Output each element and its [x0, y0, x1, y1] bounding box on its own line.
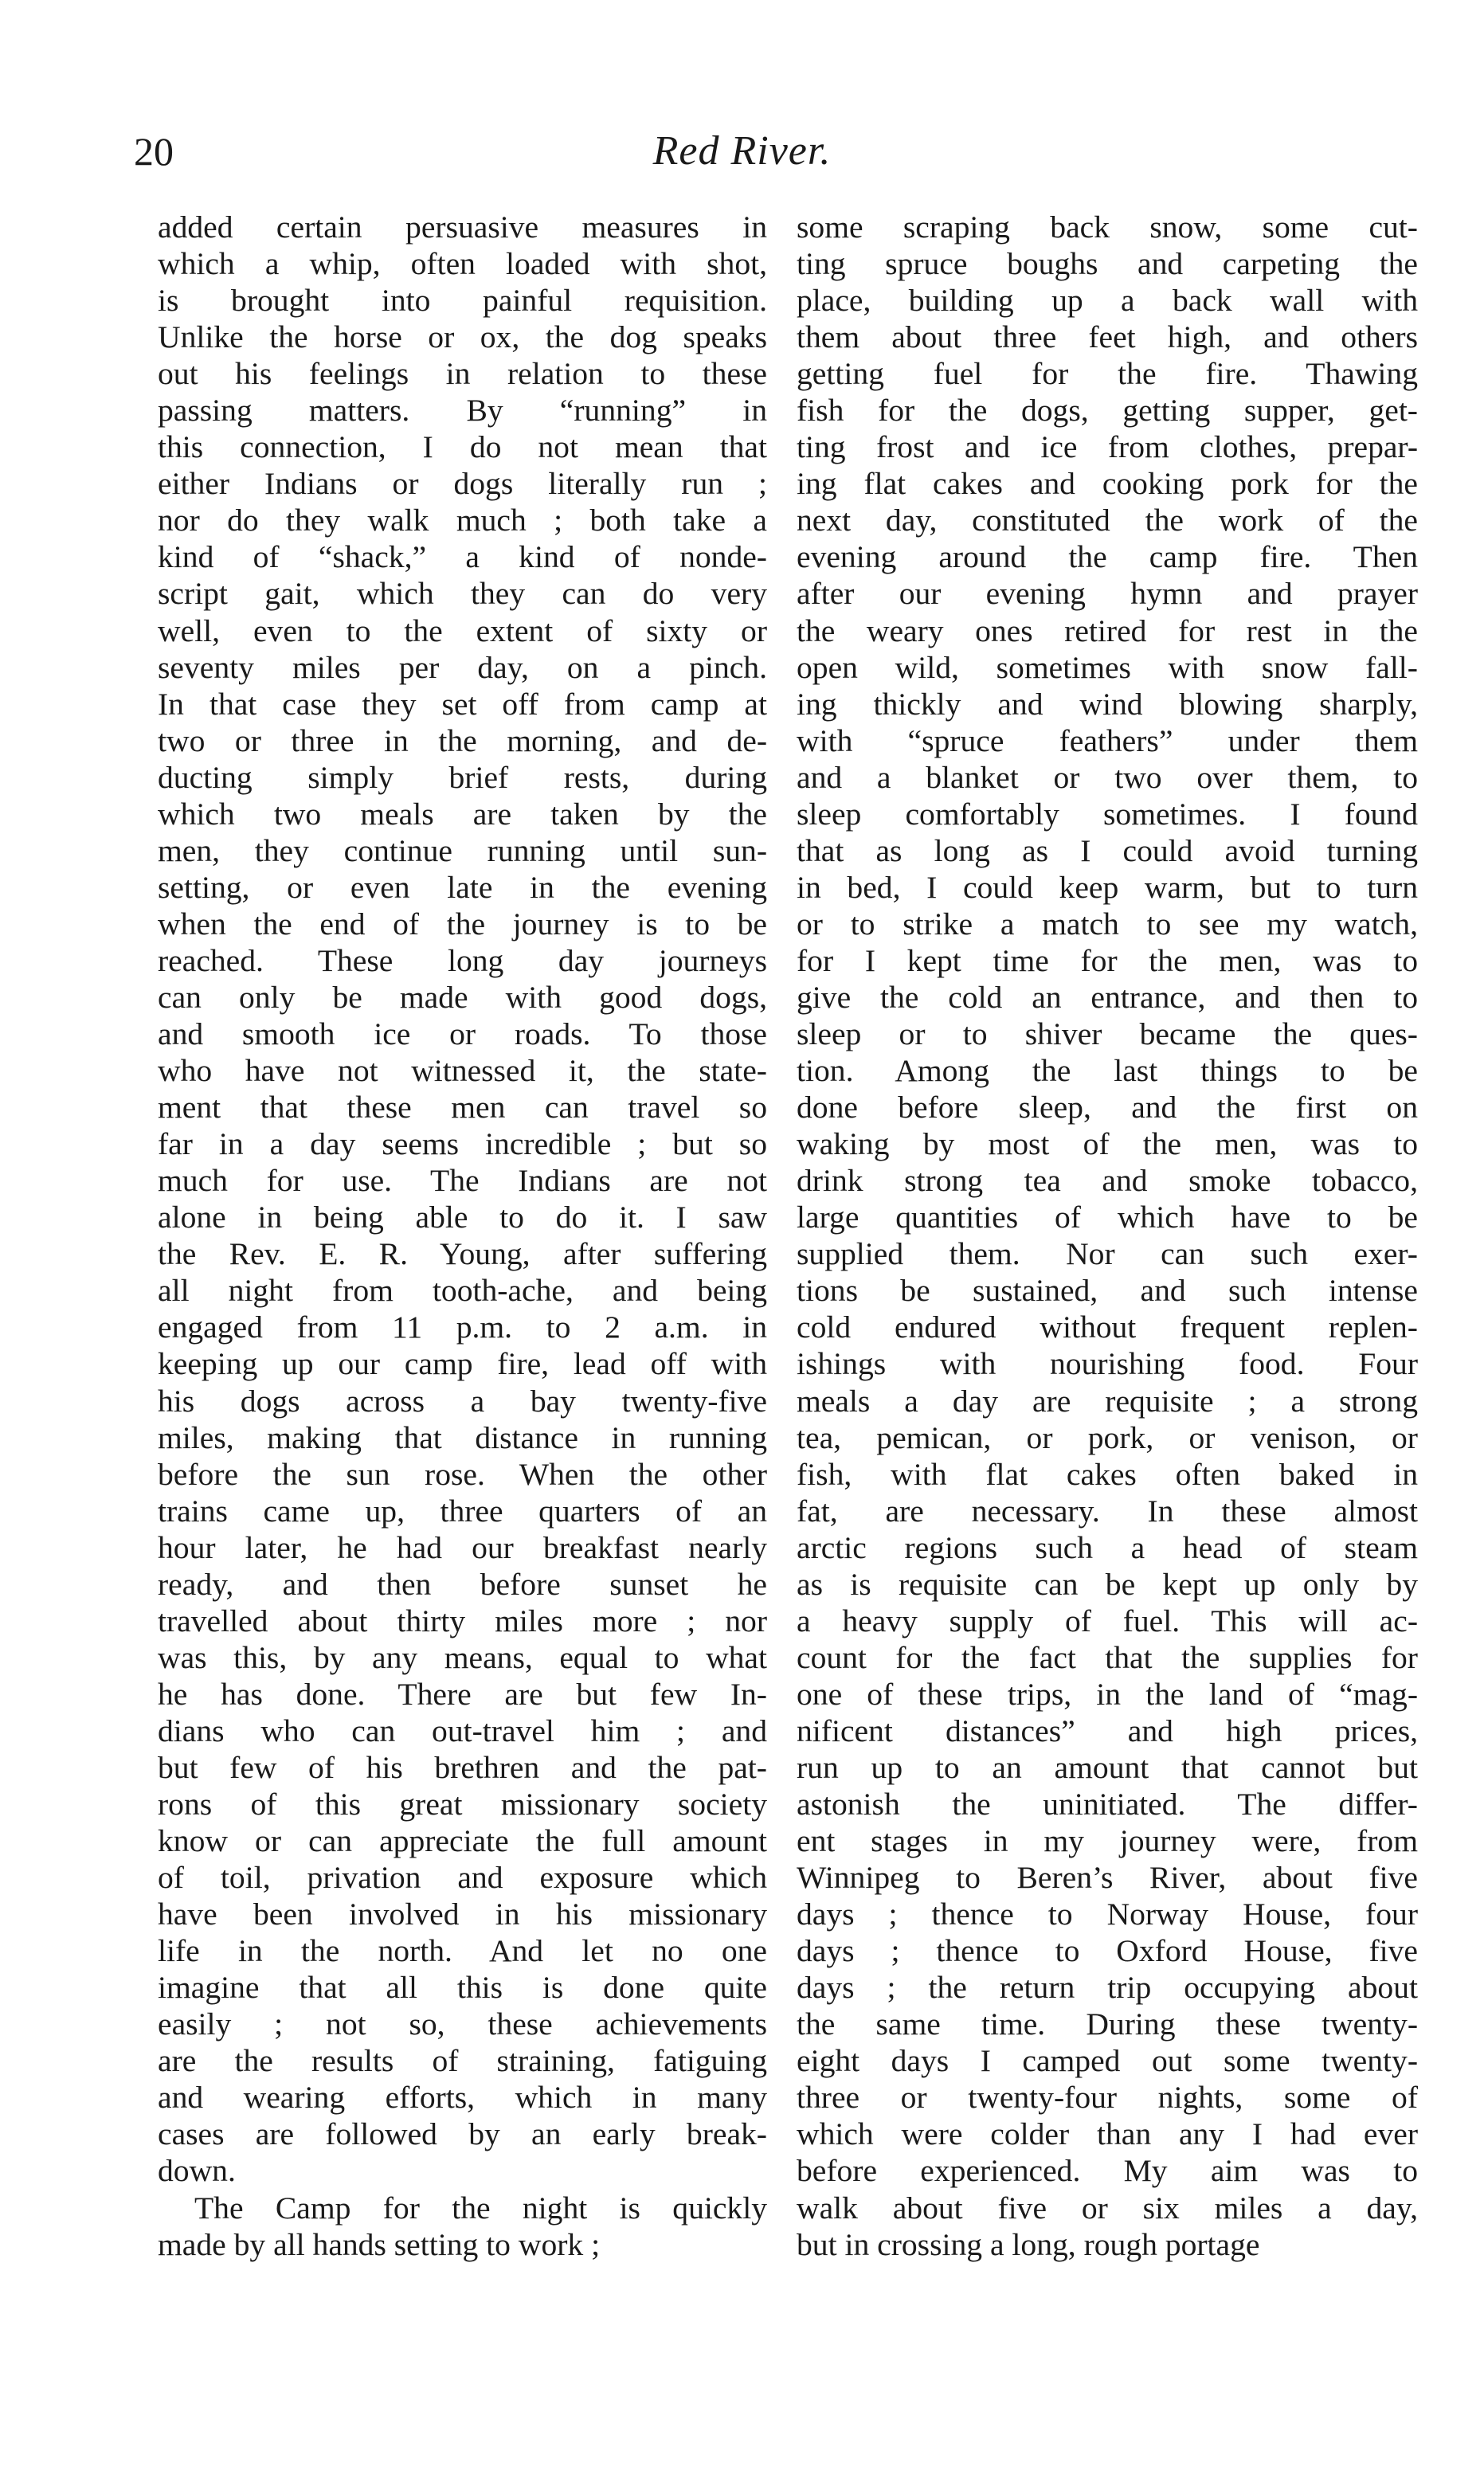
- text-line: supplied them. Nor can such exer-: [797, 1236, 1418, 1272]
- text-line: one of these trips, in the land of “mag-: [797, 1676, 1418, 1712]
- text-line: ing flat cakes and cooking pork for the: [797, 466, 1418, 502]
- text-line: fish for the dogs, getting supper, get-: [797, 393, 1418, 429]
- text-line: when the end of the journey is to be: [158, 906, 767, 942]
- text-line: made by all hands setting to work ;: [158, 2226, 601, 2262]
- text-line: count for the fact that the supplies for: [797, 1639, 1418, 1675]
- text-line: before experienced. My aim was to: [797, 2153, 1418, 2189]
- text-line: next day, constituted the work of the: [797, 503, 1418, 538]
- left-text-column: [158, 209, 767, 2263]
- text-line: of toil, privation and exposure which: [158, 1860, 767, 1896]
- text-line: all night from tooth-ache, and being: [158, 1273, 767, 1309]
- text-line: days ; thence to Norway House, four: [797, 1897, 1418, 1932]
- text-line: but in crossing a long, rough portage: [797, 2226, 1260, 2262]
- text-line: ducting simply brief rests, during: [158, 759, 767, 795]
- text-line: tea, pemican, or pork, or venison, or: [797, 1419, 1418, 1455]
- text-line: can only be made with good dogs,: [158, 979, 767, 1015]
- text-line: far in a day seems incredible ; but so: [158, 1126, 767, 1162]
- text-line: arctic regions such a head of steam: [797, 1529, 1418, 1565]
- text-line: ing thickly and wind blowing sharply,: [797, 686, 1418, 722]
- text-line: out his feelings in relation to these: [158, 356, 767, 392]
- text-line: In that case they set off from camp at: [158, 686, 767, 722]
- text-line: large quantities of which have to be: [797, 1200, 1418, 1235]
- text-line: nor do they walk much ; both take a: [158, 503, 767, 538]
- text-line: miles, making that distance in running: [158, 1419, 767, 1455]
- text-line: engaged from 11 p.m. to 2 a.m. in: [158, 1310, 767, 1345]
- text-line: cold endured without frequent replen-: [797, 1310, 1418, 1345]
- text-line: ishings with nourishing food. Four: [797, 1346, 1418, 1382]
- text-line: or to strike a match to see my watch,: [797, 906, 1418, 942]
- text-line: some scraping back snow, some cut-: [797, 209, 1418, 245]
- text-line: before the sun rose. When the other: [158, 1456, 767, 1492]
- text-line: which a whip, often loaded with shot,: [158, 246, 767, 282]
- text-line: imagine that all this is done quite: [158, 1970, 767, 2006]
- text-line: and smooth ice or roads. To those: [158, 1016, 767, 1052]
- text-line: was this, by any means, equal to what: [158, 1639, 767, 1675]
- text-line: sleep comfortably sometimes. I found: [797, 796, 1418, 832]
- text-line: is brought into painful requisition.: [158, 283, 767, 319]
- text-line: dians who can out-travel him ; and: [158, 1713, 767, 1748]
- text-line: for I kept time for the men, was to: [797, 942, 1418, 978]
- text-line: he has done. There are but few In-: [158, 1676, 767, 1712]
- text-line: place, building up a back wall with: [797, 283, 1418, 319]
- text-line: the same time. During these twenty-: [797, 2006, 1418, 2042]
- text-line: waking by most of the men, was to: [797, 1126, 1418, 1162]
- text-line: after our evening hymn and prayer: [797, 576, 1418, 612]
- text-line: and wearing efforts, which in many: [158, 2080, 767, 2116]
- text-line: which two meals are taken by the: [158, 796, 767, 832]
- text-line: ment that these men can travel so: [158, 1090, 767, 1126]
- text-line: fat, are necessary. In these almost: [797, 1493, 1418, 1529]
- text-line: trains came up, three quarters of an: [158, 1493, 767, 1529]
- text-line: kind of “shack,” a kind of nonde-: [158, 539, 767, 575]
- text-line: which were colder than any I had ever: [797, 2116, 1418, 2152]
- text-line: ent stages in my journey were, from: [797, 1823, 1418, 1859]
- text-line: easily ; not so, these achievements: [158, 2006, 767, 2042]
- text-line: added certain persuasive measures in: [158, 209, 767, 245]
- text-line: nificent distances” and high prices,: [797, 1713, 1418, 1748]
- text-line: as is requisite can be kept up only by: [797, 1566, 1418, 1602]
- text-line: that as long as I could avoid turning: [797, 832, 1418, 868]
- text-line: who have not witnessed it, the state-: [158, 1053, 767, 1089]
- text-line: evening around the camp fire. Then: [797, 539, 1418, 575]
- text-line: much for use. The Indians are not: [158, 1163, 767, 1199]
- text-line: his dogs across a bay twenty-five: [158, 1383, 767, 1419]
- text-line: alone in being able to do it. I saw: [158, 1200, 767, 1235]
- text-line: reached. These long day journeys: [158, 942, 767, 978]
- text-line: script gait, which they can do very: [158, 576, 767, 612]
- text-line: setting, or even late in the evening: [158, 869, 767, 905]
- text-line: a heavy supply of fuel. This will ac-: [797, 1603, 1418, 1638]
- running-title: Red River.: [652, 128, 832, 174]
- text-line: passing matters. By “running” in: [158, 393, 767, 429]
- text-line: open wild, sometimes with snow fall-: [797, 649, 1418, 685]
- text-line: eight days I camped out some twenty-: [797, 2043, 1418, 2079]
- text-line: the Rev. E. R. Young, after suffering: [158, 1236, 767, 1272]
- page-number: 20: [134, 129, 174, 174]
- text-line: tion. Among the last things to be: [797, 1053, 1418, 1089]
- right-text-column: [797, 209, 1418, 2263]
- text-line: meals a day are requisite ; a strong: [797, 1383, 1418, 1419]
- text-line: fish, with flat cakes often baked in: [797, 1456, 1418, 1492]
- text-line: with “spruce feathers” under them: [797, 722, 1418, 758]
- text-line: ready, and then before sunset he: [158, 1566, 767, 1602]
- text-line: are the results of straining, fatiguing: [158, 2043, 767, 2079]
- text-line: sleep or to shiver became the ques-: [797, 1016, 1418, 1052]
- text-line: down.: [158, 2153, 236, 2189]
- text-line: run up to an amount that cannot but: [797, 1749, 1418, 1785]
- text-line: rons of this great missionary society: [158, 1787, 767, 1822]
- text-line: men, they continue running until sun-: [158, 832, 767, 868]
- text-line: The Camp for the night is quickly: [194, 2190, 767, 2226]
- text-line: give the cold an entrance, and then to: [797, 979, 1418, 1015]
- text-line: keeping up our camp fire, lead off with: [158, 1346, 767, 1382]
- text-line: days ; the return trip occupying about: [797, 1970, 1418, 2006]
- text-line: days ; thence to Oxford House, five: [797, 1933, 1418, 1969]
- text-line: travelled about thirty miles more ; nor: [158, 1603, 767, 1638]
- text-line: and a blanket or two over them, to: [797, 759, 1418, 795]
- text-line: have been involved in his missionary: [158, 1897, 767, 1932]
- text-line: know or can appreciate the full amount: [158, 1823, 767, 1859]
- text-line: seventy miles per day, on a pinch.: [158, 649, 767, 685]
- text-line: the weary ones retired for rest in the: [797, 613, 1418, 648]
- text-line: Unlike the horse or ox, the dog speaks: [158, 319, 767, 355]
- text-line: but few of his brethren and the pat-: [158, 1749, 767, 1785]
- text-line: getting fuel for the fire. Thawing: [797, 356, 1418, 392]
- text-line: hour later, he had our breakfast nearly: [158, 1529, 767, 1565]
- text-line: done before sleep, and the first on: [797, 1090, 1418, 1126]
- text-line: ting spruce boughs and carpeting the: [797, 246, 1418, 282]
- text-line: them about three feet high, and others: [797, 319, 1418, 355]
- text-line: Winnipeg to Beren’s River, about five: [797, 1860, 1418, 1896]
- text-line: drink strong tea and smoke tobacco,: [797, 1163, 1418, 1199]
- text-line: in bed, I could keep warm, but to turn: [797, 869, 1418, 905]
- text-line: either Indians or dogs literally run ;: [158, 466, 767, 502]
- text-line: ting frost and ice from clothes, prepar-: [797, 429, 1418, 465]
- text-line: cases are followed by an early break-: [158, 2116, 767, 2152]
- text-line: three or twenty-four nights, some of: [797, 2080, 1418, 2116]
- text-line: astonish the uninitiated. The differ-: [797, 1787, 1418, 1822]
- text-line: tions be sustained, and such intense: [797, 1273, 1418, 1309]
- text-line: this connection, I do not mean that: [158, 429, 767, 465]
- text-line: walk about five or six miles a day,: [797, 2190, 1418, 2226]
- text-line: life in the north. And let no one: [158, 1933, 767, 1969]
- text-line: two or three in the morning, and de-: [158, 722, 767, 758]
- text-line: well, even to the extent of sixty or: [158, 613, 767, 648]
